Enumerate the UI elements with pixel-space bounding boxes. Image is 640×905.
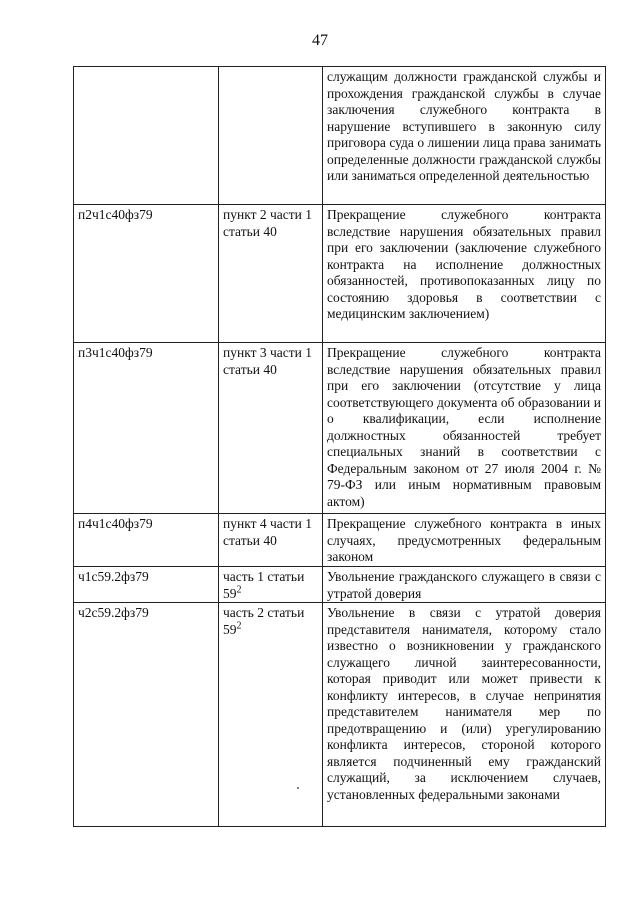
table-row — [74, 205, 606, 343]
description-cell: служащим должности гражданской службы и прохождения гражданской службы в случае заключения служебного контракта в нарушение вступившего в законную силу приговора суда о лишении лица права занимать определенные должности гражданской службы или заниматься определенной деятельностью — [323, 67, 606, 205]
scan-speck — [297, 787, 299, 789]
reference-cell — [219, 567, 323, 603]
code-cell — [74, 67, 219, 205]
code-cell: п4ч1с40фз79 — [74, 514, 219, 567]
document-table — [73, 66, 606, 827]
table-row — [74, 603, 606, 827]
reference-cell — [219, 205, 323, 343]
reference-text: пункт 3 части 1 статьи 40 — [223, 345, 313, 377]
description-cell: Прекращение служебного контракта в иных случаях, предусмотренных федеральным законом — [323, 514, 606, 567]
code-cell: ч1с59.2фз79 — [74, 567, 219, 603]
reference-text: часть 1 статьи 59 — [223, 569, 305, 601]
reference-text: часть 2 статьи 59 — [223, 605, 305, 637]
reference-cell — [219, 603, 323, 827]
description-cell: Прекращение служебного контракта вследствие нарушения обязательных правил при его заключении (заключение служебного контракта на исполнение должностных обязанностей, противопоказанных лицу по состоянию здоровья в соответствии с медицинским заключением) — [323, 205, 606, 343]
code-cell: п2ч1с40фз79 — [74, 205, 219, 343]
code-cell: п3ч1с40фз79 — [74, 343, 219, 514]
reference-cell — [219, 514, 323, 567]
code-cell: ч2с59.2фз79 — [74, 603, 219, 827]
reference-text: пункт 2 части 1 статьи 40 — [223, 207, 313, 239]
description-cell: Увольнение в связи с утратой доверия представителя нанимателя, которому стало известно о возникновении у гражданского служащего личной заинтересованности, которая приводит или может привести к конфликту интересов, в случае непринятия представителем нанимателя мер по предотвращению и (или) урегулированию конфликта интересов, стороной которого является подчиненный ему гражданский служащий, за исключением случаев, установленных федеральными законами — [323, 603, 606, 827]
table-row — [74, 514, 606, 567]
table-row — [74, 343, 606, 514]
description-cell: Увольнение гражданского служащего в связи с утратой доверия — [323, 567, 606, 603]
reference-cell — [219, 67, 323, 205]
reference-cell — [219, 343, 323, 514]
reference-superscript: 2 — [236, 584, 242, 595]
description-cell: Прекращение служебного контракта вследствие нарушения обязательных правил при его заключении (отсутствие у лица соответствующего документа об образовании и о квалификации, если исполнение должностных обязанностей требует специальных знаний в соответствии с Федеральным законом от 27 июля 2004 г. № 79-ФЗ или иным нормативным правовым актом) — [323, 343, 606, 514]
reference-text: пункт 4 части 1 статьи 40 — [223, 516, 313, 548]
table-row — [74, 67, 606, 205]
reference-superscript: 2 — [236, 620, 242, 631]
page-number: 47 — [312, 32, 328, 49]
table-row — [74, 567, 606, 603]
